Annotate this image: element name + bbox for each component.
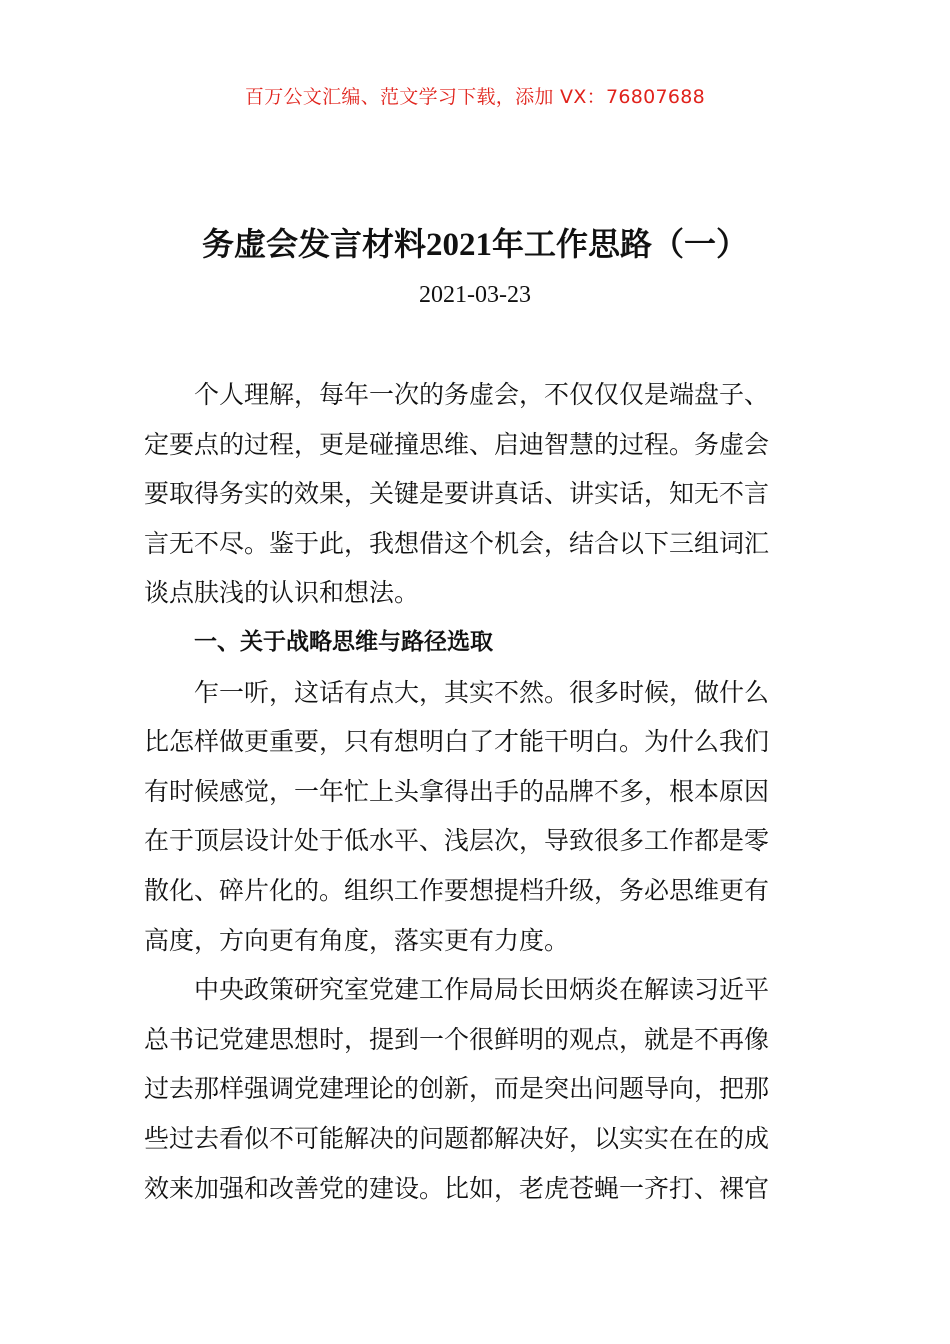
- title-suffix: 年工作思路（一）: [492, 225, 749, 263]
- title-prefix: 务虚会发言材料: [201, 225, 426, 263]
- text-line: 效来加强和改善党的建设。比如，老虎苍蝇一齐打、裸官: [144, 1173, 770, 1203]
- heading-text: 一、关于战略思维与路径选取: [194, 628, 493, 655]
- text-line: 言无不尽。鉴于此，我想借这个机会，结合以下三组词汇: [144, 528, 770, 558]
- document-body: [144, 370, 806, 1213]
- paragraph-intro: [144, 370, 806, 618]
- text-line: 总书记党建思想时，提到一个很鲜明的观点，就是不再像: [144, 1024, 770, 1054]
- document-title: [0, 222, 950, 267]
- title-year: 2021: [426, 227, 492, 263]
- text-line: 在于顶层设计处于低水平、浅层次，导致很多工作都是零: [144, 826, 770, 856]
- text-line: 比怎样做更重要，只有想明白了才能干明白。为什么我们: [144, 727, 770, 757]
- text-line: 乍一听，这话有点大，其实不然。很多时候，做什么: [194, 677, 770, 707]
- text-line: 有时候感觉，一年忙上头拿得出手的品牌不多，根本原因: [144, 776, 770, 806]
- paragraph-section-1: [144, 668, 806, 966]
- text-line: 中央政策研究室党建工作局局长田炳炎在解读习近平: [194, 975, 770, 1005]
- text-line: 谈点肤浅的认识和想法。: [144, 578, 420, 608]
- text-line: 要取得务实的效果，关键是要讲真话、讲实话，知无不言: [144, 479, 770, 509]
- text-line: 定要点的过程，更是碰撞思维、启迪智慧的过程。务虚会: [144, 429, 770, 459]
- text-line: 过去那样强调党建理论的创新，而是突出问题导向，把那: [144, 1074, 770, 1104]
- text-line: 高度，方向更有角度，落实更有力度。: [144, 925, 570, 955]
- text-line: 散化、碎片化的。组织工作要想提档升级，务必思维更有: [144, 875, 770, 905]
- section-heading: [144, 618, 806, 668]
- watermark-header: 百万公文汇编、范文学习下载，添加 VX：76807688: [244, 86, 706, 108]
- paragraph-section-2: [144, 965, 806, 1213]
- text-line: 个人理解，每年一次的务虚会，不仅仅仅是端盘子、: [194, 380, 770, 409]
- document-date: 2021-03-23: [419, 282, 531, 308]
- text-line: 些过去看似不可能解决的问题都解决好，以实实在在的成: [144, 1123, 770, 1153]
